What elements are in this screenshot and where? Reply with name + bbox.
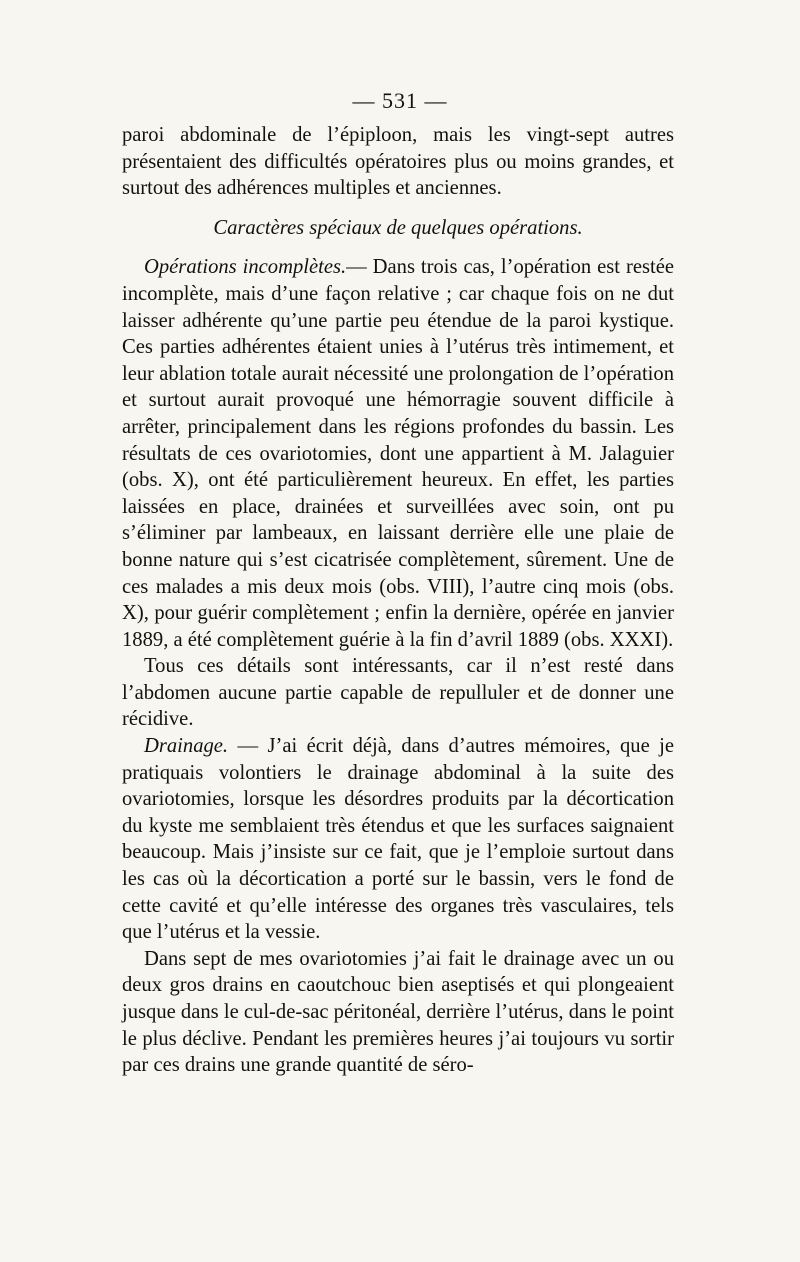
paragraph-text: — J’ai écrit déjà, dans d’autres mémoires, que je pratiquais volontiers le drainage abdominal à la suite des ovariotomies, lorsque les désordres produits par la décortication du kyste me semblaient très étendus et que les surfaces saignaient beaucoup. Mais j’insiste sur ce fait, que je l’emploie surtout dans les cas où la décortication a porté sur le bassin, vers le fond de cette cavité et qu’elle intéresse des organes très vasculaires, tels que l’utérus et la vessie. (122, 735, 674, 944)
page-number: — 531 — (352, 88, 448, 113)
paragraph-sept-ovariotomies: Dans sept de mes ovariotomies j’ai fait le drainage avec un ou deux gros drains en caoutchouc bien aseptisés et qui plongeaient jusque dans le cul-de-sac péritonéal, derrière l’utérus, dans le point le plus déclive. Pendant les premières heures j’ai toujours vu sortir par ces drains une grande quantité de séro- (122, 947, 674, 1077)
run-in-title: Drainage. (144, 735, 229, 758)
section-heading: Caractères spéciaux de quelques opérations. (213, 216, 583, 239)
continuation-paragraph: paroi abdominale de l’épiploon, mais les vingt-sept autres présentaient des difficultés opératoires plus ou moins grandes, et surtout des adhérences multiples et anciennes. (122, 124, 674, 200)
paragraph-drainage (122, 733, 674, 946)
body-text (122, 122, 674, 1079)
paragraph-operations-incompletes (122, 254, 674, 653)
paragraph-text: — Dans trois cas, l’opération est restée incomplète, mais d’une façon relative ; car chaque fois on ne dut laisser adhérente qu’une partie peu étendue de la paroi kystique. Ces parties adhérentes étaient unies à l’utérus très intimement, et leur ablation totale aurait nécessité une prolongation de l’opération et surtout aurait provoqué une hémorragie souvent difficile à arrêter, principalement dans les régions profondes du bassin. Les résultats de ces ovariotomies, dont une appartient à M. Jalaguier (obs. X), ont été particulièrement heureux. En effet, les parties laissées en place, drainées et surveillées avec soin, ont pu s’éliminer par lambeaux, en laissant derrière elle une plaie de bonne nature qui s’est cicatrisée complètement, sûrement. Une de ces malades a mis deux mois (obs. VIII), l’autre cinq mois (obs. X), pour guérir complètement ; enfin la dernière, opérée en janvier 1889, a été complètement guérie à la fin d’avril 1889 (obs. XXXI). (122, 256, 674, 651)
run-in-title: Opérations incomplètes. (144, 256, 347, 279)
paragraph-details: Tous ces détails sont intéressants, car il n’est resté dans l’abdomen aucune partie capable de repulluler et de donner une récidive. (122, 655, 674, 731)
